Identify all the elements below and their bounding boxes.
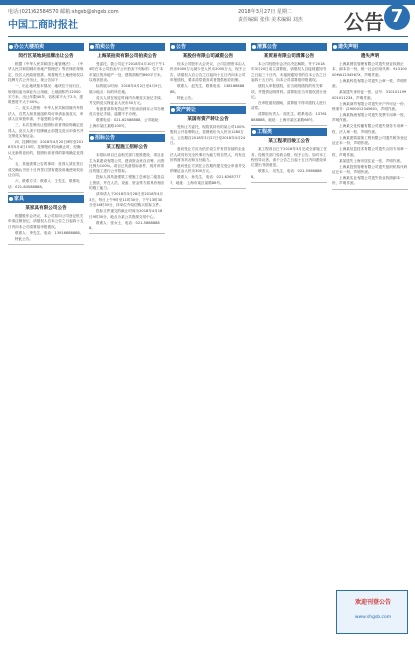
header-contact: 电话:(021)62584570 邮箱:shgsb@shgsb.com [8,9,119,15]
section-header [8,195,84,203]
announcement-paragraph: 根据《中华人民共和国土地管理法》、《中华人民共和国城市房地产管理法》等法律法规规定，经区人民政府批准，现将相关土地使用权以挂牌方式公开出让，现公告如下： [8,62,84,83]
announcement-paragraph: 根据股东会决议，本公司拟向公司登记机关申请注销登记，请债权人自本公告之日起四十五日内向本公司清算组申报债权。 [8,213,84,229]
section-header-label: 遗失声明 [338,44,359,50]
announcement-paragraph: 三、本次挂牌出让按照价高者得原则确定竞得人。竞买人须于挂牌截止前提交竞买申请书并交纳竞买保证金。 [8,123,84,139]
section-header-label: 资产转让 [176,107,197,114]
announcement-title: 某工程项目竣工公告 [268,139,310,145]
section-header [332,43,408,51]
announcement-paragraph: 本招标项目已由相关部门批准建设，项目业主为某建设有限公司，建设资金来自自筹，出资比例为100%。项目已具备招标条件，现对该项目的施工进行公开招标。 [89,153,165,174]
announcement-paragraph: 特此公告。 [177,95,195,100]
section-header [89,43,165,51]
announcement-title: 某国有资产转让公告 [187,117,229,123]
bullet-icon [9,45,13,49]
page-number: 7 [384,4,410,30]
announcement-paragraph: 受委托，我公司定于2018年4月10日下午14时在本公司拍卖厅公开拍卖下列标的：位于本市某区的房地产一处，建筑面积约860平方米，以现状拍卖。 [89,62,165,83]
column-4 [251,42,327,642]
section-divider [89,233,165,234]
section-header-label: 家具 [14,195,25,202]
announcement-paragraph: 二、竞买人资格：中华人民共和国境内外的法人、自然人和其他组织均可申请参加竞买，申请人应单独申请，不接受联合申请。 [8,106,84,122]
announcement-title: 上海某拍卖有限公司拍卖公告 [97,54,157,59]
announcement-paragraph: 上海某物流有限公司遗失发票专用章一枚，声明作废。 [332,113,408,123]
page-header [0,0,415,46]
section-divider [170,103,246,104]
announcement-paragraph: 清算组负责人：周先生，联系电话：13761888888，地址：上海市某区某路66号。 [251,112,327,122]
announcement-paragraph: 竞买人须在规定时间内办理竞买登记手续，并交纳竞买保证金人民币50万元。 [89,95,165,106]
announcement-paragraph: 意向受让方应为依法设立并有效存续的企业法人或具有完全民事行为能力的自然人，具有良好的财务状况和支付能力。 [170,147,246,163]
section-header [8,43,84,51]
announcement-paragraph: 联系人：赵先生，联系电话：13816888888。 [170,84,245,94]
bullet-icon [90,45,94,49]
announcement-paragraph: 某工程项目已于2018年3月完成全部施工任务，经相关部门验收合格，现予公告。如对本工程有异议者，请于公告之日起十五日内向建设单位提出书面意见。 [251,147,327,168]
announcement-title: 某家具有限公司公告 [25,205,67,211]
announcement-title: 某贸易有限公司清算公告 [263,54,315,59]
announcement-paragraph: 上海某信息技术有限公司遗失合同专用章一枚，声明作废。 [332,147,408,157]
announcement-paragraph: 本公司经股东会决议决定解散，并于2018年3月20日成立清算组，请债权人自接到通知书之日起三十日内，未接到通知书的自本公告之日起四十五日内，向本公司清算组申报债权。 [251,62,327,83]
announcement-paragraph: 四、挂牌时间：2018年4月20日9时至2018年5月4日15时。挂牌报价时间截止时，经确认无新的竞价的，按照价高者得的原则确定竞得人。 [8,140,84,161]
announcement-paragraph: 上海某文化传播有限公司遗失财务专用章一枚，法人章一枚，声明作废。 [332,124,408,134]
newspaper-logo: 中国工商时报社 [8,20,78,31]
bullet-icon [171,108,175,112]
announcement-paragraph: 受转让方委托，现将其持有的某公司100%股权公开挂牌转让，挂牌底价为人民币1280万元，公告期自2018年3月27日至2018年4月24日。 [170,125,246,146]
announcement-paragraph: 联系电话：021-62588888，公司地址：上海市某区某路100号。 [89,118,162,128]
section-header-label: 公告 [176,44,187,50]
column-1 [8,42,84,642]
section-header [251,128,327,136]
section-divider [8,192,84,193]
bullet-icon [171,45,175,49]
bullet-icon [333,45,337,49]
announcement-paragraph: 投标文件递交的截止时间为2018年4月18日9时30分，地点为某公共资源交易中心。 [89,209,163,219]
announcement-paragraph: 某某遗失上海市居住证一张，声明作废。 [339,158,404,163]
announcement-paragraph: 上海某科技有限公司遗失公章一枚，声明作废。 [332,78,408,89]
announcement-paragraph: 在申报债权期间，清算组不得对债权人进行清偿。 [251,101,327,111]
banner-title: 欢迎刊登公告 [354,599,391,606]
bullet-icon [252,45,256,49]
announcement-paragraph: 联系人：张女士，电话：021-58888888。 [89,220,160,230]
section-header-label: 工程类 [257,129,273,136]
announcement-paragraph: 上海某投资管理有限公司遗失组织机构代码证正本一份，声明作废。 [332,164,408,175]
announcement-title: 遗失声明 [360,54,380,59]
announcement-paragraph: 联系人：李先生，电话：13916888888。 [15,230,84,235]
announcement-title: 闵行区某地块挂牌出让公告 [18,54,74,59]
column-2 [89,42,165,642]
announcement-paragraph: 上海某实业有限公司遗失营业执照副本一份，声明作废。 [332,176,404,186]
announcement-paragraph: 上海某商贸有限公司遗失开户许可证一份，核准号：J2900012345601，声明作废。 [332,101,408,112]
section-divider [251,125,327,126]
bullet-icon [252,130,256,134]
announcement-paragraph: 意向受让方须在公告期内提交受让申请并交纳保证金人民币300万元。 [170,164,246,174]
announcement-paragraph: 债权人申报债权，应当说明债权的有关事项，并提供证明材料。清算组应当对债权进行登记。 [251,84,327,100]
section-header [89,134,165,142]
section-header [170,106,246,114]
column-3 [170,42,246,642]
section-divider [251,182,327,183]
section-header-label: 拍卖公告 [95,44,116,50]
section-header-label: 清算公告 [257,44,278,50]
announcement-paragraph: 经本公司股东大会决议，公司注册资本由人民币5000万元减少至人民币2000万元，现予公告，请债权人自公告之日起四十五日内向本公司申报债权，要求清偿债务或者提供相应担保。 [170,62,246,83]
announcement-title: 某股份有限公司减资公告 [182,54,234,59]
announcement-paragraph: 请申请人于2018年3月28日至2018年4月3日，每日上午9时至11时30分，下午13时30分至16时30分，持单位介绍信购买招标文件。 [89,192,163,208]
announcement-paragraph: 标的展示时间：2018年4月2日至4月9日，展示地点：标的所在地。 [89,84,165,94]
banner-url[interactable]: www.shgsb.com [354,615,392,620]
announcement-paragraph: 某某遗失身份证一张，证号：310101199001011234，声明作废。 [332,90,407,100]
announcement-paragraph: 上海某餐饮管理有限公司遗失营业执照正本、副本各一份，统一社会信用代码：91310000MA1234567X，声明作废。 [332,62,407,77]
section-header [170,43,246,51]
bullet-icon [9,197,13,201]
bullet-icon [90,136,94,140]
announcement-paragraph: 五、其他需要公告的事项：竞得人须在签订成交确认书后十日内签订国有建设用地使用权出让合同。 [8,162,84,178]
section-header-label: 招标公告 [95,135,116,142]
announcement-paragraph: 联系人：孙先生，电话：021-62657777，地址：上海市某区某路88号。 [170,175,241,185]
ad-banner[interactable] [336,590,408,634]
section-divider [332,189,408,190]
announcement-paragraph: 一、出让地块基本情况：地块位于闵行区，规划用途为商业办公用地，土地面积约12000平方米，出让年限40年，容积率不大于2.5，建筑密度不大于40%。 [8,84,84,105]
header-editor: 责任编辑 张伟 美术编辑 刘杰 [238,17,303,23]
section-divider [8,244,84,245]
announcement-paragraph: 投标人须具备建筑工程施工总承包二级及以上资质，并在人员、设备、资金等方面具有相应的施工能力。 [89,175,165,191]
announcement-paragraph: 有意者请持有效证件于拍卖前到本公司办理竞买登记手续，逾期不予办理。 [89,107,165,117]
section-divider [89,131,165,132]
announcement-title: 某工程施工招标公告 [106,145,148,151]
section-header-label: 办公大楼拍卖 [14,44,45,50]
page-title: 公告 [344,10,384,34]
announcement-paragraph: 特此公告。 [15,236,33,241]
column-5 [332,42,408,586]
section-header [251,43,327,51]
header-top-bar [0,0,415,5]
header-date: 2018年3月27日 星期二 [238,9,292,15]
announcement-paragraph: 六、联系方式：联系人：王先生，联系电话：021-64588888。 [8,179,80,189]
announcement-paragraph: 联系人：吴先生，电话：021-55668888。 [251,169,322,179]
announcement-paragraph: 上海某建筑装饰工程有限公司遗失税务登记证正本一份，声明作废。 [332,135,408,146]
section-divider [170,188,246,189]
header-divider [8,36,408,37]
